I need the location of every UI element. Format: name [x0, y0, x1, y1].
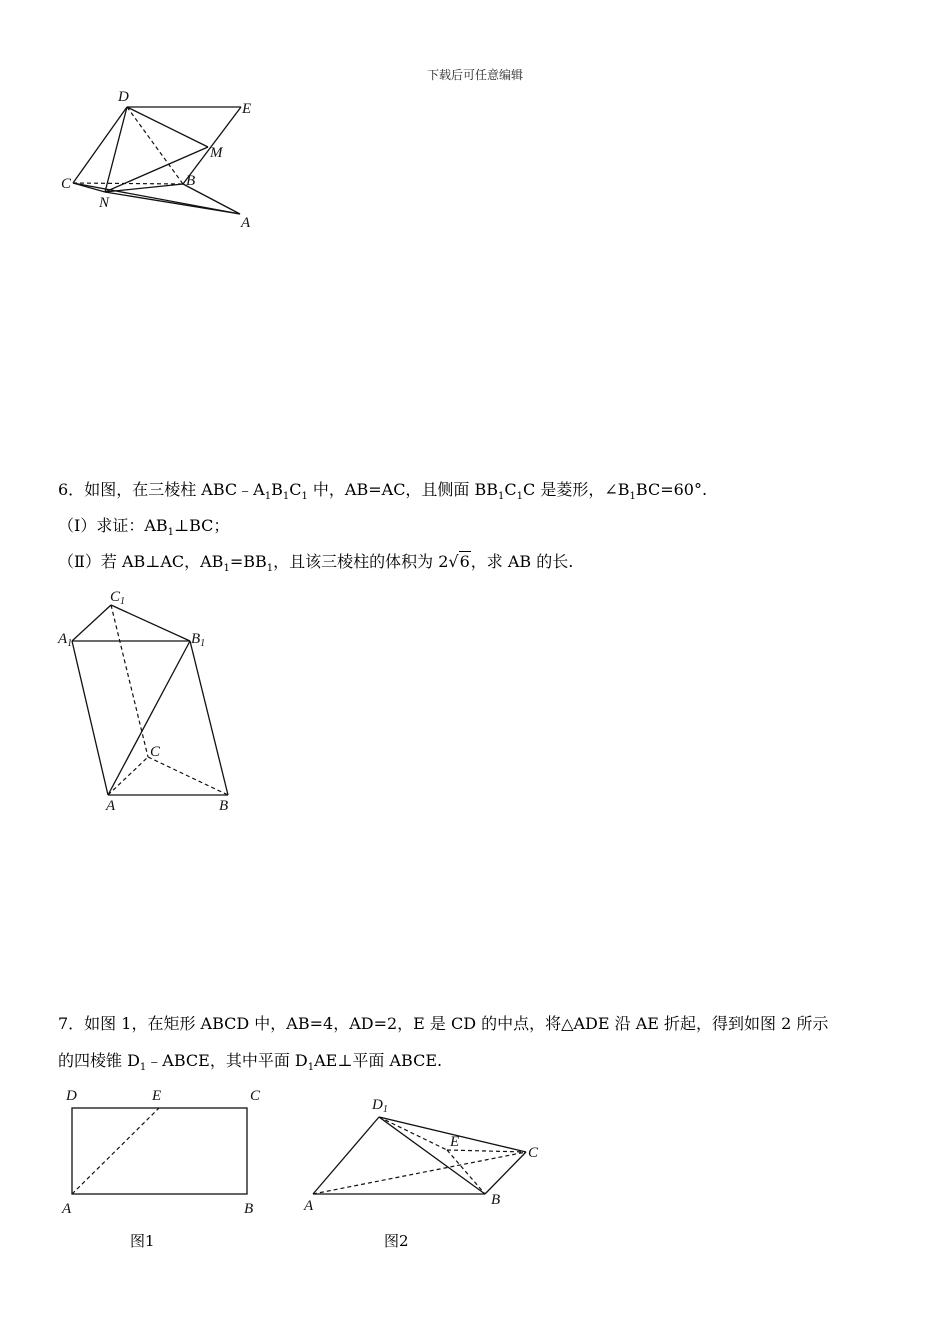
label-A: A: [106, 798, 116, 814]
sqrt-sign: √: [448, 552, 459, 571]
label-B: B: [186, 173, 196, 189]
sqrt-radicand: 6: [459, 552, 470, 571]
fig2-label-C: C: [528, 1145, 539, 1161]
q7-stem-line2: 的四棱锥 $D_1﹣ABCE$，其中平面 $D_1AE\perp$平面 ABCE.: [58, 1051, 443, 1074]
label-E: E: [242, 101, 252, 117]
fig2-caption: 图2: [384, 1232, 409, 1250]
q6-stem: 6．如图，在三棱柱 $ABC﹣A_1B_1C_1$ 中，AB=AC，且侧面 $BB_1C_1C$ 是菱形，$\angle B_1BC=60^\circ$.: [58, 480, 708, 503]
label-C1: $C_1$: [110, 589, 126, 607]
label-A1: $A_1$: [58, 631, 73, 649]
fig1-label-A: A: [62, 1201, 72, 1217]
fig2-label-A: A: [304, 1198, 314, 1214]
q7-stem-line1: 7．如图 1，在矩形 ABCD 中，AB=4，AD=2，E 是 CD 的中点，将△ADE 沿 AE 折起，得到如图 2 所示: [58, 1014, 829, 1033]
q6-part1: （Ⅰ）求证：$AB_1\perp BC$；: [58, 516, 230, 539]
label-B1: $B_1$: [191, 631, 206, 649]
fig2-label-D1: $D_1$: [372, 1097, 388, 1115]
label-C: C: [150, 744, 161, 760]
fig1-caption: 图1: [130, 1232, 155, 1250]
q6-part2: （Ⅱ）若 AB⊥AC，$AB_1=BB_1$，且该三棱柱的体积为 2√6，求 AB 的长.: [58, 552, 574, 575]
label-B: B: [219, 798, 229, 814]
fig2-label-E: E: [450, 1134, 460, 1150]
fig2-label-B: B: [491, 1192, 501, 1208]
fig1-label-B: B: [244, 1201, 254, 1217]
page-header: 下载后可任意编辑: [426, 68, 523, 82]
label-M: M: [210, 145, 223, 161]
label-N: N: [99, 195, 110, 211]
fig1-label-E: E: [152, 1088, 162, 1104]
fig1-label-D: D: [66, 1088, 77, 1104]
label-D: D: [118, 89, 129, 105]
label-A: A: [241, 215, 251, 231]
fig1-label-C: C: [250, 1088, 261, 1104]
label-C: C: [61, 176, 72, 192]
